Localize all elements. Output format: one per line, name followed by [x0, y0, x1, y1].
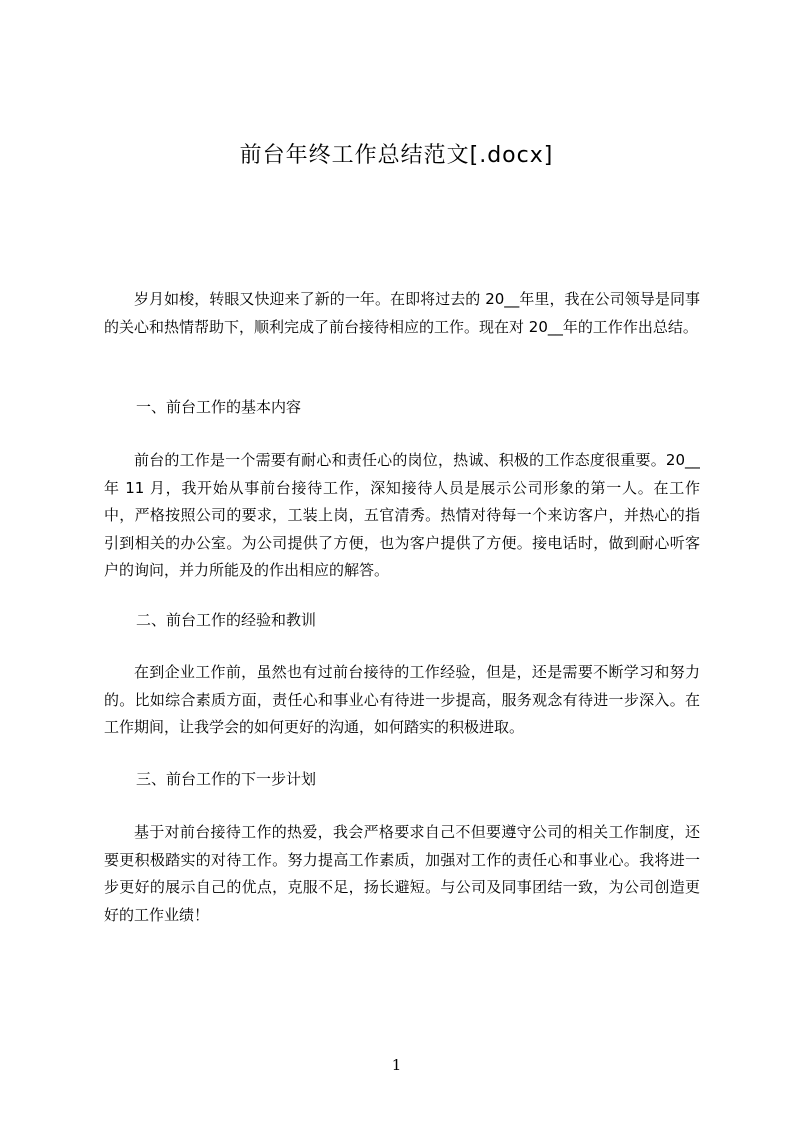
section-2-heading: 二、前台工作的经验和教训 — [136, 611, 317, 629]
section-3-text: 基于对前台接待工作的热爱，我会严格要求自己不但要遵守公司的相关工作制度，还要更积极踏实的对待工作。努力提高工作素质，加强对工作的责任心和事业心。我将进一步更好的展示自己的优点，克服不足，扬长避短。与公司及同事团结一致，为公司创造更好的工作业绩！ — [104, 823, 700, 924]
section-1-text: 前台的工作是一个需要有耐心和责任心的岗位，热诚、积极的工作态度很重要。20__年 11 月，我开始从事前台接待工作，深知接待人员是展示公司形象的第一人。在工作中，严格按照公司的要求，工装上岗，五官清秀。热情对待每一个来访客户，并热心的指引到相关的办公室。为公司提供了方便，也为客户提供了方便。接电话时，做到耐心听客户的询问，并力所能及的作出相应的解答。 — [104, 451, 700, 579]
section-1-paragraph — [104, 447, 700, 587]
section-1-heading: 一、前台工作的基本内容 — [136, 398, 302, 416]
section-3-heading: 三、前台工作的下一步计划 — [136, 770, 317, 788]
page-number: 1 — [391, 1056, 402, 1074]
section-2-text: 在到企业工作前，虽然也有过前台接待的工作经验，但是，还是需要不断学习和努力的。比如综合素质方面，责任心和事业心有待进一步提高，服务观念有待进一步深入。在工作期间，让我学会的如何更好的沟通，如何踏实的积极进取。 — [104, 663, 700, 736]
document-title: 前台年终工作总结范文[.docx] — [239, 143, 554, 168]
section-3-paragraph — [104, 819, 700, 931]
section-2-paragraph — [104, 659, 700, 744]
intro-text: 岁月如梭，转眼又快迎来了新的一年。在即将过去的 20__年里，我在公司领导是同事的关心和热情帮助下，顺利完成了前台接待相应的工作。现在对 20__年的工作作出总结。 — [104, 290, 700, 336]
intro-paragraph — [104, 286, 700, 371]
